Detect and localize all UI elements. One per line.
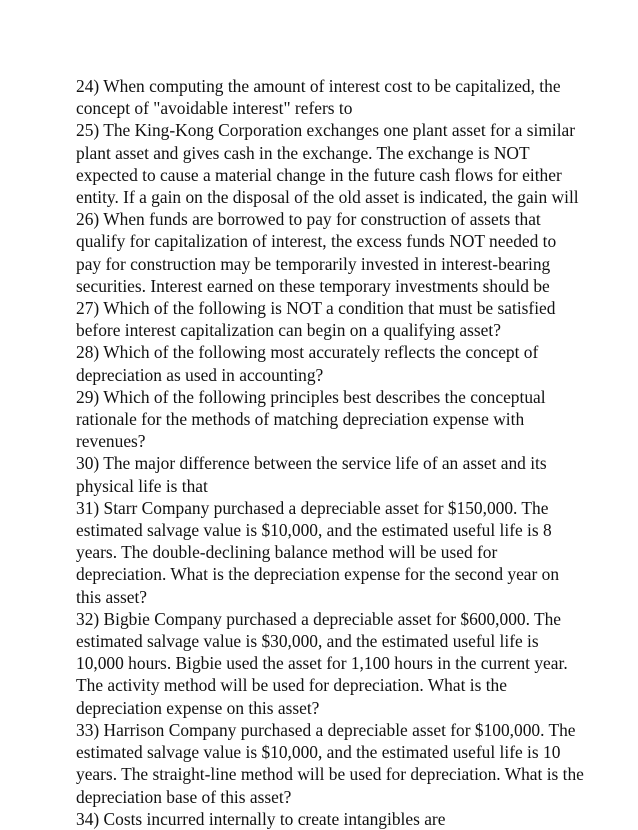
text-line: depreciation base of this asset? xyxy=(76,786,292,807)
text-line: 28) Which of the following most accurately reflects the concept of xyxy=(76,342,539,363)
text-line: estimated salvage value is $10,000, and the estimated useful life is 8 xyxy=(76,520,552,541)
text-line: 26) When funds are borrowed to pay for construction of assets that xyxy=(76,209,541,230)
text-line: estimated salvage value is $10,000, and the estimated useful life is 10 xyxy=(76,742,561,763)
text-line: 10,000 hours. Bigbie used the asset for 1,100 hours in the current year. xyxy=(76,653,568,674)
text-line: this asset? xyxy=(76,586,147,607)
text-line: The activity method will be used for depreciation. What is the xyxy=(76,675,507,696)
text-line: 30) The major difference between the service life of an asset and its xyxy=(76,453,547,474)
text-line: qualify for capitalization of interest, the excess funds NOT needed to xyxy=(76,231,557,252)
text-line: entity. If a gain on the disposal of the old asset is indicated, the gain will xyxy=(76,187,579,208)
question-text xyxy=(76,75,584,830)
text-line: pay for construction may be temporarily invested in interest-bearing xyxy=(76,253,551,274)
text-line: 34) Costs incurred internally to create intangibles are xyxy=(76,808,446,829)
text-line: concept of "avoidable interest" refers to xyxy=(76,98,353,119)
text-line: estimated salvage value is $30,000, and the estimated useful life is xyxy=(76,631,539,652)
text-line: plant asset and gives cash in the exchange. The exchange is NOT xyxy=(76,142,530,163)
text-line: rationale for the methods of matching depreciation expense with xyxy=(76,409,525,430)
text-line: 33) Harrison Company purchased a depreciable asset for $100,000. The xyxy=(76,719,576,740)
text-line: years. The straight-line method will be used for depreciation. What is the xyxy=(76,764,584,785)
text-line: depreciation as used in accounting? xyxy=(76,364,324,385)
text-line: depreciation. What is the depreciation expense for the second year on xyxy=(76,564,560,585)
text-line: expected to cause a material change in the future cash flows for either xyxy=(76,164,562,185)
text-line: physical life is that xyxy=(76,475,208,496)
text-line: before interest capitalization can begin on a qualifying asset? xyxy=(76,320,501,341)
text-line: 31) Starr Company purchased a depreciable asset for $150,000. The xyxy=(76,497,549,518)
text-line: revenues? xyxy=(76,431,146,452)
text-line: 32) Bigbie Company purchased a depreciable asset for $600,000. The xyxy=(76,608,562,629)
text-line: 25) The King-Kong Corporation exchanges one plant asset for a similar xyxy=(76,120,576,141)
text-line: 29) Which of the following principles best describes the conceptual xyxy=(76,386,546,407)
text-line: securities. Interest earned on these temporary investments should be xyxy=(76,275,550,296)
text-line: 27) Which of the following is NOT a condition that must be satisfied xyxy=(76,298,556,319)
text-line: depreciation expense on this asset? xyxy=(76,697,320,718)
text-line: years. The double-declining balance method will be used for xyxy=(76,542,498,563)
text-line: 24) When computing the amount of interest cost to be capitalized, the xyxy=(76,76,561,96)
